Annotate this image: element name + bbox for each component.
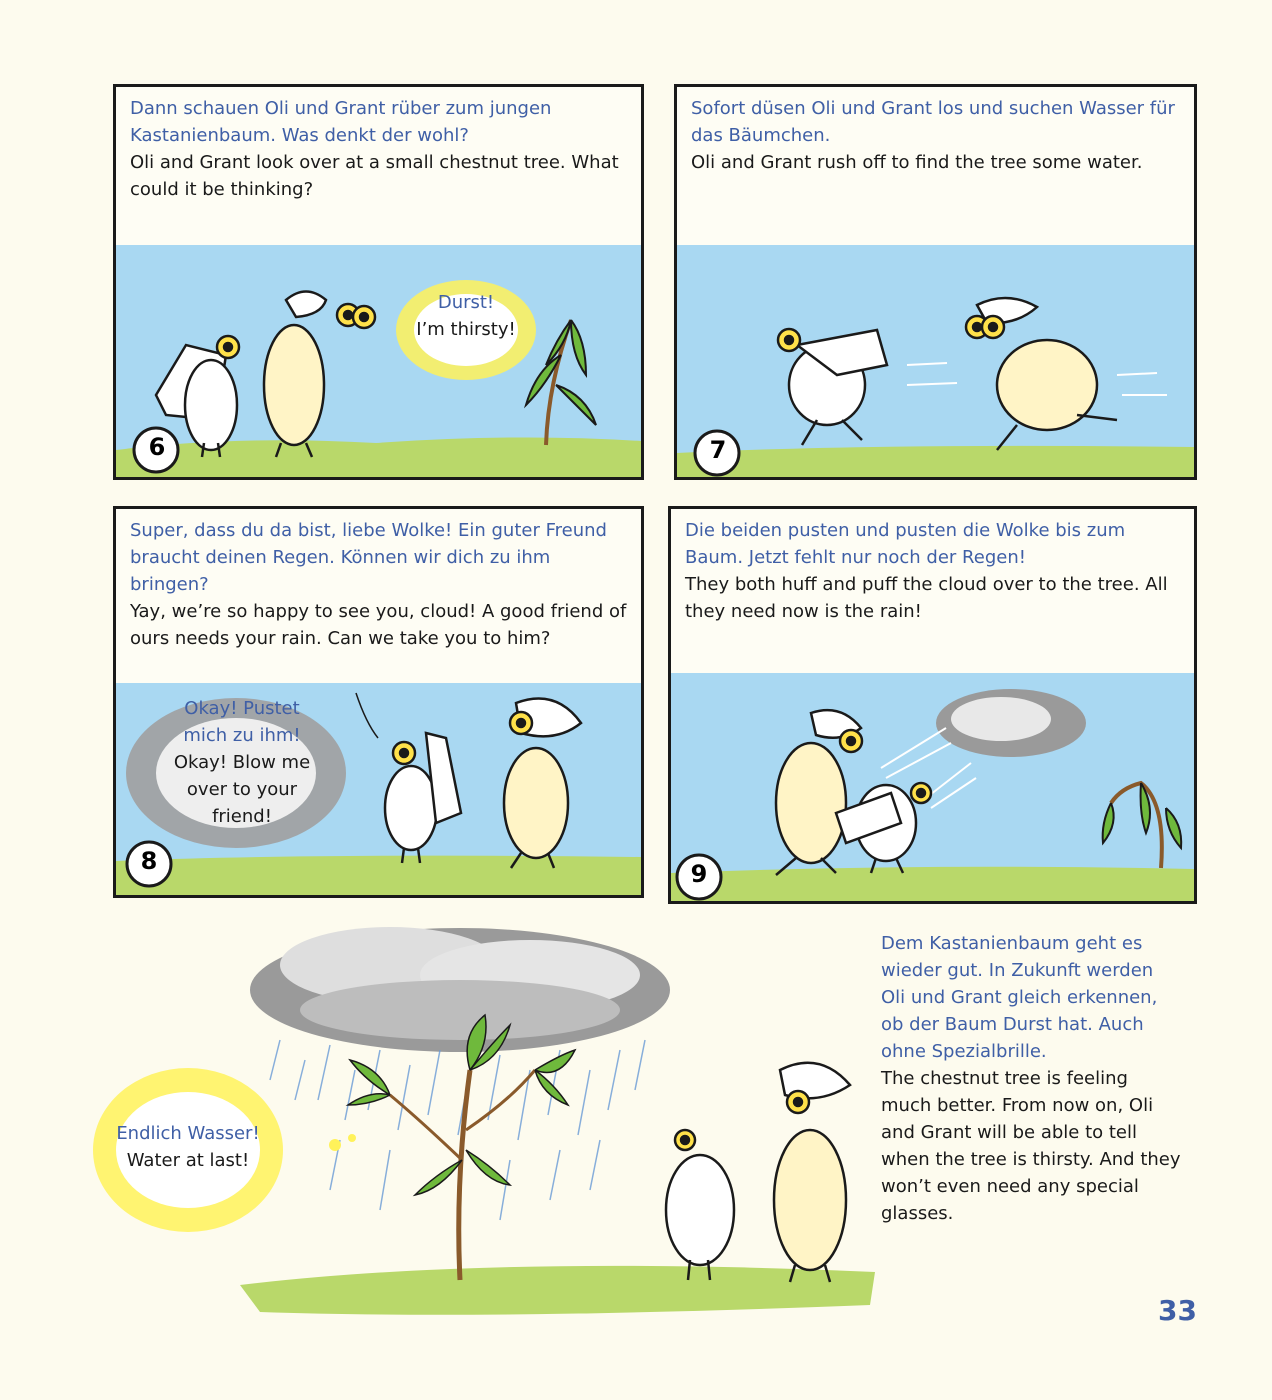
grant-character-icon: [774, 1063, 850, 1282]
cloud-icon: [936, 689, 1086, 757]
panel-8-number-badge: 8: [140, 847, 158, 875]
comic-panel-6: [113, 84, 644, 480]
final-german-text: Dem Kastanienbaum geht es wieder gut. In Zukunft werden Oli und Grant gleich erkennen, ob der Baum Durst hat. Auch ohne Spezialbrille.: [881, 933, 1158, 1062]
panel-9-number-badge: 9: [690, 860, 708, 888]
rain-cloud-icon: [250, 927, 670, 1052]
healthy-chestnut-tree-icon: [348, 1015, 575, 1280]
panel-9-english-text: They both huff and puff the cloud over to the tree. All they need now is the rain!: [685, 574, 1168, 622]
panel-6-english-text: Oli and Grant look over at a small chestnut tree. What could it be thinking?: [130, 152, 619, 200]
panel-6-number-badge: 6: [148, 433, 166, 461]
panel-8-bubble-german: Okay! Pustet mich zu ihm!: [183, 698, 301, 746]
panel-8-english-text: Yay, we’re so happy to see you, cloud! A good friend of ours needs your rain. Can we take you to him?: [130, 601, 627, 649]
panel-7-english-text: Oli and Grant rush off to find the tree some water.: [691, 152, 1143, 173]
panel-8-scene: [116, 683, 641, 895]
panel-9-scene: [671, 673, 1194, 901]
panel-8-speech-bubble: [162, 695, 322, 830]
final-thought-bubble: [108, 1120, 268, 1174]
panel-7-scene: [677, 245, 1194, 477]
final-english-text: The chestnut tree is feeling much better. From now on, Oli and Grant will be able to tell when the tree is thirsty. And they won’t even need any special glasses.: [881, 1068, 1181, 1224]
comic-panel-7: [674, 84, 1197, 480]
panel-9-caption: [685, 517, 1180, 625]
final-scene: [90, 920, 880, 1320]
panel-7-caption: [691, 95, 1180, 176]
panel-9-german-text: Die beiden pusten und pusten die Wolke bis zum Baum. Jetzt fehlt nur noch der Regen!: [685, 520, 1126, 568]
panel-6-thought-bubble: [386, 289, 546, 343]
panel-6-scene: [116, 245, 641, 477]
panel-6-caption: [130, 95, 627, 203]
panel-8-bubble-english: Okay! Blow me over to your friend!: [173, 752, 311, 827]
final-bubble-english: Water at last!: [126, 1150, 250, 1171]
panel-8-caption: [130, 517, 627, 652]
comic-panel-8: [113, 506, 644, 898]
final-bubble-german: Endlich Wasser!: [116, 1123, 260, 1144]
final-caption: [881, 930, 1181, 1227]
page-number: 33: [1158, 1294, 1197, 1327]
oli-character-icon: [666, 1130, 734, 1280]
comic-panel-9: [668, 506, 1197, 904]
panel-8-german-text: Super, dass du da bist, liebe Wolke! Ein guter Freund braucht deinen Regen. Können wir dich zu ihm bringen?: [130, 520, 607, 595]
panel-6-german-text: Dann schauen Oli und Grant rüber zum jungen Kastanienbaum. Was denkt der wohl?: [130, 98, 552, 146]
panel-7-number-badge: 7: [709, 436, 727, 464]
panel-6-bubble-german: Durst!: [437, 292, 495, 313]
panel-7-german-text: Sofort düsen Oli und Grant los und suchen Wasser für das Bäumchen.: [691, 98, 1175, 146]
panel-6-bubble-english: I’m thirsty!: [416, 319, 516, 340]
